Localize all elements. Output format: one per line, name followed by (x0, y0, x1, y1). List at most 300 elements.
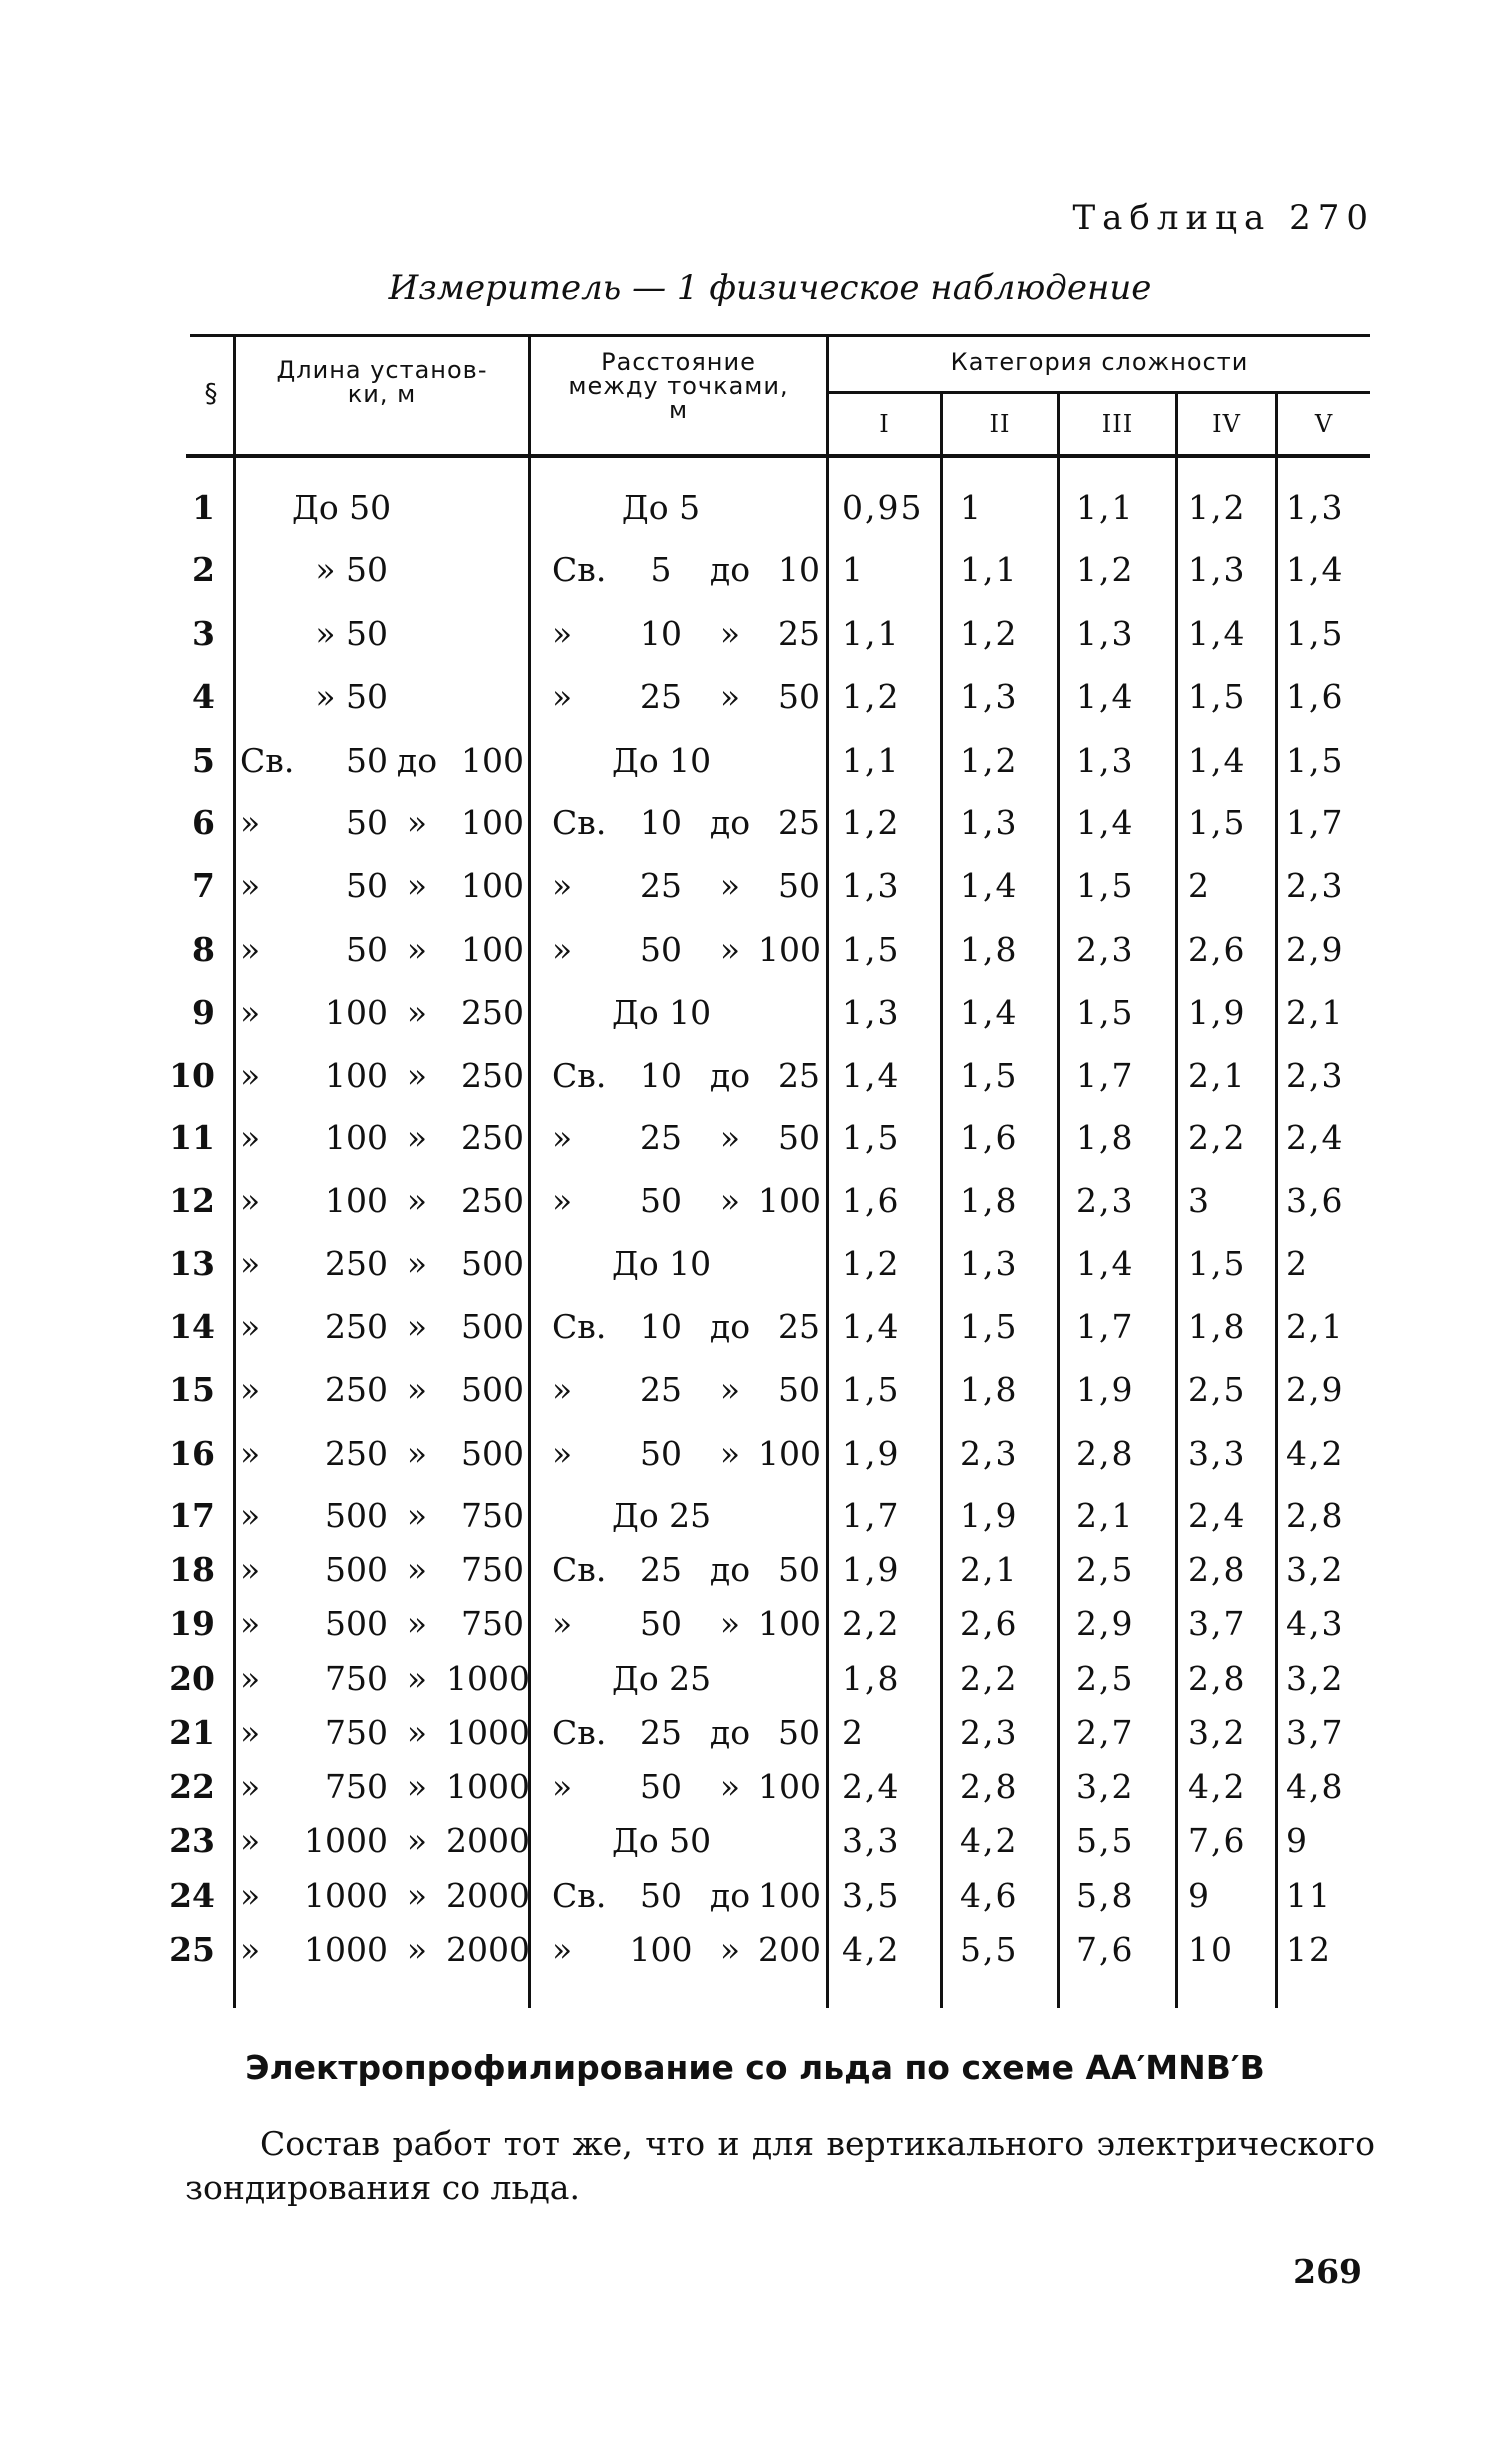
cell-category-1: 3,3 (842, 1821, 901, 1860)
cell-l1: » (240, 1181, 261, 1220)
cell-l2: 100 (325, 1181, 388, 1220)
cell-category-3: 1,9 (1076, 1370, 1135, 1409)
cell-l4: 750 (461, 1496, 524, 1535)
cell-category-4: 1,8 (1188, 1307, 1247, 1346)
cell-d4: 100 (758, 930, 821, 969)
cell-category-4: 1,2 (1188, 488, 1247, 527)
cell-l2: 50 (346, 741, 388, 780)
cell-l2: 750 (325, 1713, 388, 1752)
cell-category-3: 2,5 (1076, 1550, 1135, 1589)
cell-l4: 100 (461, 930, 524, 969)
cell-l3: » (406, 1496, 428, 1535)
cell-n: 14 (169, 1307, 215, 1346)
cell-category-4: 10 (1188, 1930, 1234, 1969)
cell-l3: » (406, 1307, 428, 1346)
header-distance-line: м (668, 396, 689, 424)
cell-category-1: 3,5 (842, 1876, 901, 1915)
cell-category-1: 1,2 (842, 1244, 901, 1283)
cell-category-2: 1,5 (960, 1056, 1019, 1095)
cell-n: 3 (192, 614, 215, 653)
cell-l4: 100 (461, 803, 524, 842)
cell-l4: 250 (461, 1181, 524, 1220)
cell-category-4: 2,5 (1188, 1370, 1247, 1409)
cell-l2: 1000 (304, 1876, 388, 1915)
cell-l4: 2000 (446, 1876, 530, 1915)
cell-category-2: 1,4 (960, 993, 1019, 1032)
cell-l1: » (240, 993, 261, 1032)
cell-d2: 50 (640, 1767, 682, 1806)
cell-d3: до (709, 1056, 751, 1095)
cell-category-3: 3,2 (1076, 1767, 1135, 1806)
table-row (0, 1594, 1510, 1654)
cell-l3: » (406, 1659, 428, 1698)
cell-d3: » (719, 614, 741, 653)
cell-category-5: 2,3 (1286, 1056, 1345, 1095)
cell-d2: 10 (640, 1307, 682, 1346)
table-row (0, 793, 1510, 853)
section-title: Электропрофилирование со льда по схеме AA′MNB′B (245, 2048, 1265, 2087)
cell-d3: до (709, 1307, 751, 1346)
table-row (0, 1108, 1510, 1168)
cell-d3: » (719, 930, 741, 969)
cell-category-3: 2,5 (1076, 1659, 1135, 1698)
cell-n: 20 (169, 1659, 215, 1698)
cell-l2: 250 (325, 1244, 388, 1283)
cell-l2: 100 (325, 1118, 388, 1157)
cell-d1: » (552, 1767, 573, 1806)
cell-category-4: 1,4 (1188, 741, 1247, 780)
cell-l4: 750 (461, 1604, 524, 1643)
cell-d3: » (719, 1767, 741, 1806)
cell-category-4: 1,9 (1188, 993, 1247, 1032)
table-row (0, 1486, 1510, 1546)
cell-l1: » (240, 1307, 261, 1346)
cell-l4: 250 (461, 1056, 524, 1095)
header-length-line: ки, м (347, 380, 417, 408)
cell-d4: 50 (778, 1550, 820, 1589)
cell-l2: 750 (325, 1659, 388, 1698)
cell-category-2: 1,3 (960, 1244, 1019, 1283)
cell-d2: 10 (640, 614, 682, 653)
cell-d1: Св. (552, 1056, 607, 1095)
cell-d2: 25 (640, 1713, 682, 1752)
cell-l2: » 50 (315, 550, 388, 589)
cell-category-5: 2,1 (1286, 993, 1345, 1032)
cell-category-3: 1,7 (1076, 1307, 1135, 1346)
cell-category-5: 4,2 (1286, 1434, 1345, 1473)
cell-category-5: 1,7 (1286, 803, 1345, 842)
table-row (0, 1234, 1510, 1294)
cell-n: 11 (169, 1118, 215, 1157)
cell-d1: » (552, 1370, 573, 1409)
table-label: Таблица 270 (1072, 198, 1375, 238)
cell-d2: 25 (640, 1118, 682, 1157)
cell-category-3: 2,8 (1076, 1434, 1135, 1473)
cell-n: 9 (192, 993, 215, 1032)
cell-category-2: 1,8 (960, 1370, 1019, 1409)
header-category-5: V (1314, 410, 1334, 438)
cell-n: 17 (169, 1496, 215, 1535)
cell-n: 2 (192, 550, 215, 589)
cell-category-1: 0,95 (842, 488, 924, 527)
cell-category-5: 2,9 (1286, 1370, 1345, 1409)
cell-d1: Св. (552, 1550, 607, 1589)
cell-l1: » (240, 1659, 261, 1698)
cell-category-2: 1,9 (960, 1496, 1019, 1535)
cell-l1: » (240, 1244, 261, 1283)
cell-category-3: 1,4 (1076, 677, 1135, 716)
cell-category-1: 1 (842, 550, 865, 589)
cell-d4: 100 (758, 1876, 821, 1915)
cell-category-2: 1,4 (960, 866, 1019, 905)
cell-category-5: 1,5 (1286, 741, 1345, 780)
cell-l2: 100 (325, 993, 388, 1032)
table-row (0, 731, 1510, 791)
cell-category-2: 4,2 (960, 1821, 1019, 1860)
cell-category-2: 2,3 (960, 1713, 1019, 1752)
header-category: Категория сложности (950, 348, 1249, 376)
cell-category-4: 3,3 (1188, 1434, 1247, 1473)
cell-category-1: 1,1 (842, 614, 901, 653)
table-row (0, 1703, 1510, 1763)
cell-category-1: 1,9 (842, 1550, 901, 1589)
category-rule (826, 391, 1370, 394)
cell-d4: 50 (778, 1370, 820, 1409)
table-row (0, 1360, 1510, 1420)
cell-l4: 1000 (446, 1659, 530, 1698)
cell-l3: » (406, 1821, 428, 1860)
table-row (0, 1649, 1510, 1709)
cell-l3: » (406, 1056, 428, 1095)
cell-l2: 500 (325, 1496, 388, 1535)
cell-d2: До 50 (612, 1821, 712, 1860)
cell-category-2: 1,1 (960, 550, 1019, 589)
cell-category-2: 2,3 (960, 1434, 1019, 1473)
cell-d2: 50 (640, 1604, 682, 1643)
cell-category-2: 1,8 (960, 930, 1019, 969)
cell-category-2: 2,6 (960, 1604, 1019, 1643)
cell-l2: 750 (325, 1767, 388, 1806)
cell-category-5: 3,2 (1286, 1659, 1345, 1698)
cell-l3: » (406, 993, 428, 1032)
cell-l3: » (406, 1876, 428, 1915)
cell-n: 19 (169, 1604, 215, 1643)
cell-n: 4 (192, 677, 215, 716)
cell-d1: » (552, 866, 573, 905)
cell-category-3: 1,5 (1076, 866, 1135, 905)
cell-category-3: 1,3 (1076, 614, 1135, 653)
cell-l3: » (406, 803, 428, 842)
cell-category-5: 2,4 (1286, 1118, 1345, 1157)
cell-d2: До 25 (612, 1659, 712, 1698)
cell-n: 5 (192, 741, 215, 780)
cell-category-2: 1,8 (960, 1181, 1019, 1220)
cell-d4: 100 (758, 1604, 821, 1643)
cell-category-3: 5,8 (1076, 1876, 1135, 1915)
cell-category-4: 3 (1188, 1181, 1211, 1220)
cell-category-5: 1,3 (1286, 488, 1345, 527)
cell-l1: » (240, 1118, 261, 1157)
cell-d2: До 10 (612, 1244, 712, 1283)
cell-d2: До 25 (612, 1496, 712, 1535)
table-row (0, 1811, 1510, 1871)
cell-n: 24 (169, 1876, 215, 1915)
cell-d2: 25 (640, 677, 682, 716)
cell-d3: до (709, 550, 751, 589)
cell-category-4: 9 (1188, 1876, 1211, 1915)
cell-d2: 50 (640, 930, 682, 969)
cell-l1: » (240, 1550, 261, 1589)
cell-l4: 500 (461, 1244, 524, 1283)
cell-l3: » (406, 1181, 428, 1220)
cell-category-2: 1,3 (960, 803, 1019, 842)
table-row (0, 540, 1510, 600)
cell-d2: До 10 (612, 741, 712, 780)
cell-d3: » (719, 1181, 741, 1220)
cell-n: 6 (192, 803, 215, 842)
cell-n: 21 (169, 1713, 215, 1752)
cell-l3: » (406, 1713, 428, 1752)
cell-l3: » (406, 1550, 428, 1589)
cell-category-1: 2,2 (842, 1604, 901, 1643)
cell-l1: » (240, 1767, 261, 1806)
cell-category-2: 2,8 (960, 1767, 1019, 1806)
cell-d2: 25 (640, 1550, 682, 1589)
cell-d4: 100 (758, 1181, 821, 1220)
cell-d3: » (719, 866, 741, 905)
cell-category-3: 2,3 (1076, 930, 1135, 969)
cell-category-5: 3,2 (1286, 1550, 1345, 1589)
cell-l1: » (240, 1056, 261, 1095)
body-paragraph: Состав работ тот же, что и для вертикального электрического зондирования со льда. (185, 2124, 1375, 2207)
cell-d1: » (552, 1434, 573, 1473)
cell-category-5: 4,8 (1286, 1767, 1345, 1806)
cell-category-4: 1,5 (1188, 677, 1247, 716)
cell-category-2: 1,2 (960, 614, 1019, 653)
cell-category-1: 4,2 (842, 1930, 901, 1969)
cell-d4: 50 (778, 1713, 820, 1752)
cell-category-1: 1,5 (842, 1118, 901, 1157)
cell-n: 18 (169, 1550, 215, 1589)
cell-category-1: 1,5 (842, 1370, 901, 1409)
cell-d2: 25 (640, 1370, 682, 1409)
cell-category-5: 9 (1286, 1821, 1309, 1860)
cell-d2: 5 (650, 550, 672, 589)
cell-category-1: 2,4 (842, 1767, 901, 1806)
cell-n: 1 (192, 488, 215, 527)
cell-l4: 500 (461, 1307, 524, 1346)
table-row (0, 1757, 1510, 1817)
table-row (0, 1540, 1510, 1600)
cell-category-1: 1,2 (842, 803, 901, 842)
header-section-sign: § (204, 379, 219, 409)
table-row (0, 856, 1510, 916)
cell-l2: » 50 (315, 614, 388, 653)
cell-n: 15 (169, 1370, 215, 1409)
cell-category-5: 2,1 (1286, 1307, 1345, 1346)
cell-category-2: 5,5 (960, 1930, 1019, 1969)
cell-category-4: 2 (1188, 866, 1211, 905)
cell-category-2: 1 (960, 488, 983, 527)
cell-category-4: 3,2 (1188, 1713, 1247, 1752)
table-row (0, 983, 1510, 1043)
cell-category-4: 2,4 (1188, 1496, 1247, 1535)
cell-category-5: 2,8 (1286, 1496, 1345, 1535)
cell-d3: » (719, 1370, 741, 1409)
table-subtitle: Измеритель — 1 физическое наблюдение (388, 268, 1152, 308)
table-row (0, 1424, 1510, 1484)
table-top-rule (190, 334, 1370, 337)
cell-l4: 250 (461, 1118, 524, 1157)
cell-l1: » (240, 1821, 261, 1860)
cell-category-4: 2,1 (1188, 1056, 1247, 1095)
header-distance-line: Расстояние (601, 348, 756, 376)
cell-category-4: 3,7 (1188, 1604, 1247, 1643)
cell-category-3: 1,7 (1076, 1056, 1135, 1095)
cell-d1: » (552, 1118, 573, 1157)
cell-category-4: 1,4 (1188, 614, 1247, 653)
cell-l4: 250 (461, 993, 524, 1032)
cell-category-3: 2,9 (1076, 1604, 1135, 1643)
cell-category-5: 2,9 (1286, 930, 1345, 969)
header-length-line: Длина установ- (276, 356, 488, 384)
cell-l3: » (406, 1244, 428, 1283)
cell-d4: 100 (758, 1767, 821, 1806)
cell-l3: » (406, 930, 428, 969)
cell-d1: Св. (552, 1307, 607, 1346)
header-category-1: I (879, 410, 890, 438)
cell-l1: » (240, 1496, 261, 1535)
cell-d1: » (552, 1930, 573, 1969)
cell-d1: Св. (552, 1713, 607, 1752)
cell-category-4: 4,2 (1188, 1767, 1247, 1806)
cell-l2: 250 (325, 1307, 388, 1346)
cell-n: 13 (169, 1244, 215, 1283)
cell-l4: 1000 (446, 1713, 530, 1752)
cell-l1: » (240, 1434, 261, 1473)
cell-l2: 100 (325, 1056, 388, 1095)
cell-category-4: 1,3 (1188, 550, 1247, 589)
cell-d3: до (709, 1550, 751, 1589)
cell-l1: » (240, 1876, 261, 1915)
header-category-2: II (989, 410, 1011, 438)
cell-d2: 10 (640, 803, 682, 842)
cell-category-4: 2,8 (1188, 1550, 1247, 1589)
cell-n: 12 (169, 1181, 215, 1220)
cell-category-3: 1,5 (1076, 993, 1135, 1032)
cell-category-5: 1,6 (1286, 677, 1345, 716)
cell-l4: 100 (461, 741, 524, 780)
cell-l3: » (406, 1604, 428, 1643)
cell-d1: » (552, 614, 573, 653)
cell-category-1: 1,7 (842, 1496, 901, 1535)
cell-d1: » (552, 1604, 573, 1643)
cell-d4: 200 (758, 1930, 821, 1969)
cell-d4: 25 (778, 1307, 820, 1346)
table-row (0, 1297, 1510, 1357)
cell-category-4: 1,5 (1188, 1244, 1247, 1283)
cell-d2: 50 (640, 1876, 682, 1915)
cell-category-2: 1,5 (960, 1307, 1019, 1346)
cell-category-2: 2,2 (960, 1659, 1019, 1698)
header-category-3: III (1101, 410, 1134, 438)
cell-d2: До 10 (612, 993, 712, 1032)
cell-d1: » (552, 1181, 573, 1220)
cell-d4: 50 (778, 866, 820, 905)
cell-d1: Св. (552, 1876, 607, 1915)
cell-d3: » (719, 1118, 741, 1157)
header-length (236, 358, 528, 406)
cell-d1: Св. (552, 550, 607, 589)
cell-category-5: 12 (1286, 1930, 1332, 1969)
cell-l3: » (406, 866, 428, 905)
cell-category-4: 2,8 (1188, 1659, 1247, 1698)
cell-category-1: 1,2 (842, 677, 901, 716)
cell-d1: Св. (552, 803, 607, 842)
cell-l2: 500 (325, 1550, 388, 1589)
cell-d4: 50 (778, 1118, 820, 1157)
cell-l1: » (240, 1370, 261, 1409)
cell-category-1: 1,1 (842, 741, 901, 780)
header-distance-line: между точками, (568, 372, 789, 400)
cell-l2: 1000 (304, 1930, 388, 1969)
table-row (0, 1046, 1510, 1106)
cell-category-3: 5,5 (1076, 1821, 1135, 1860)
cell-l4: 2000 (446, 1930, 530, 1969)
cell-l2: До 50 (292, 488, 392, 527)
cell-l1: Св. (240, 741, 295, 780)
cell-category-5: 4,3 (1286, 1604, 1345, 1643)
cell-n: 16 (169, 1434, 215, 1473)
cell-l2: 250 (325, 1370, 388, 1409)
cell-category-3: 2,3 (1076, 1181, 1135, 1220)
cell-category-2: 2,1 (960, 1550, 1019, 1589)
table-row (0, 920, 1510, 980)
cell-d3: до (709, 1876, 751, 1915)
cell-d2: 100 (629, 1930, 693, 1969)
cell-d2: 50 (640, 1434, 682, 1473)
cell-category-5: 3,7 (1286, 1713, 1345, 1752)
page-number: 269 (1293, 2252, 1362, 2291)
cell-d3: » (719, 1930, 741, 1969)
cell-l3: » (406, 1118, 428, 1157)
header-distance (531, 350, 826, 422)
cell-category-5: 1,4 (1286, 550, 1345, 589)
cell-category-1: 1,5 (842, 930, 901, 969)
cell-category-4: 2,2 (1188, 1118, 1247, 1157)
table-row (0, 1920, 1510, 1980)
cell-l1: » (240, 930, 261, 969)
cell-category-5: 2 (1286, 1244, 1309, 1283)
cell-d1: » (552, 677, 573, 716)
cell-d3: » (719, 1434, 741, 1473)
cell-l4: 500 (461, 1434, 524, 1473)
cell-category-3: 2,7 (1076, 1713, 1135, 1752)
table-row (0, 1171, 1510, 1231)
cell-category-2: 1,2 (960, 741, 1019, 780)
cell-l2: » 50 (315, 677, 388, 716)
cell-category-3: 1,8 (1076, 1118, 1135, 1157)
cell-l2: 1000 (304, 1821, 388, 1860)
cell-category-1: 2 (842, 1713, 865, 1752)
cell-category-1: 1,6 (842, 1181, 901, 1220)
cell-d4: 10 (778, 550, 820, 589)
cell-d3: до (709, 1713, 751, 1752)
cell-category-1: 1,4 (842, 1307, 901, 1346)
cell-l4: 1000 (446, 1767, 530, 1806)
cell-category-5: 2,3 (1286, 866, 1345, 905)
cell-category-1: 1,3 (842, 993, 901, 1032)
